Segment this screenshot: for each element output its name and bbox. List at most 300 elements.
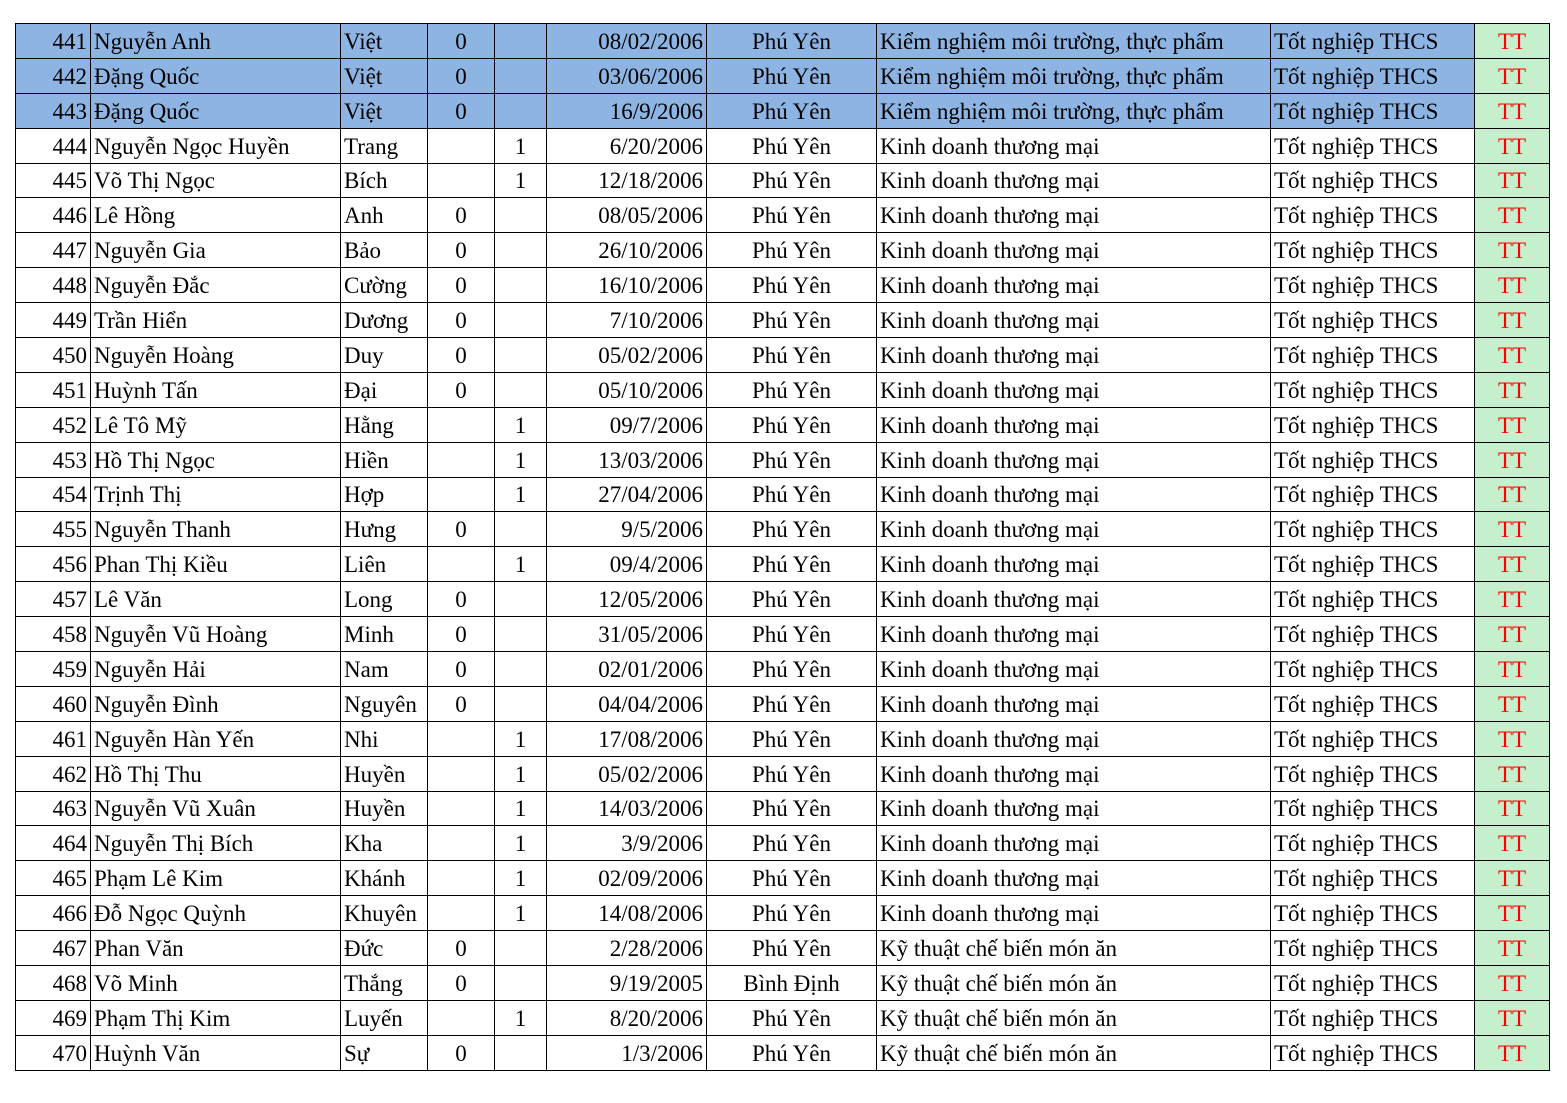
female-cell[interactable] <box>495 652 547 687</box>
birth-date-cell[interactable]: 6/20/2006 <box>547 128 707 163</box>
status-cell[interactable]: TT <box>1475 617 1550 652</box>
status-cell[interactable]: TT <box>1475 1000 1550 1035</box>
birthplace-cell[interactable]: Phú Yên <box>707 756 877 791</box>
education-level-cell[interactable]: Tốt nghiệp THCS <box>1271 442 1475 477</box>
first-name-cell[interactable]: Dương <box>341 303 428 338</box>
status-cell[interactable]: TT <box>1475 721 1550 756</box>
male-cell[interactable]: 0 <box>428 512 495 547</box>
table-row[interactable] <box>16 338 1550 373</box>
birthplace-cell[interactable]: Phú Yên <box>707 617 877 652</box>
last-middle-name-cell[interactable]: Phan Văn <box>91 931 341 966</box>
education-level-cell[interactable]: Tốt nghiệp THCS <box>1271 617 1475 652</box>
last-middle-name-cell[interactable]: Nguyễn Hoàng <box>91 338 341 373</box>
male-cell[interactable] <box>428 756 495 791</box>
status-cell[interactable]: TT <box>1475 652 1550 687</box>
female-cell[interactable]: 1 <box>495 826 547 861</box>
row-number-cell[interactable]: 442 <box>16 58 91 93</box>
birth-date-cell[interactable]: 12/18/2006 <box>547 163 707 198</box>
table-row[interactable] <box>16 128 1550 163</box>
row-number-cell[interactable]: 453 <box>16 442 91 477</box>
status-cell[interactable]: TT <box>1475 791 1550 826</box>
female-cell[interactable] <box>495 303 547 338</box>
education-level-cell[interactable]: Tốt nghiệp THCS <box>1271 198 1475 233</box>
major-cell[interactable]: Kinh doanh thương mại <box>877 686 1271 721</box>
table-row[interactable] <box>16 1000 1550 1035</box>
birthplace-cell[interactable]: Phú Yên <box>707 198 877 233</box>
first-name-cell[interactable]: Sự <box>341 1035 428 1070</box>
birth-date-cell[interactable]: 27/04/2006 <box>547 477 707 512</box>
status-cell[interactable]: TT <box>1475 477 1550 512</box>
birthplace-cell[interactable]: Phú Yên <box>707 93 877 128</box>
education-level-cell[interactable]: Tốt nghiệp THCS <box>1271 791 1475 826</box>
row-number-cell[interactable]: 462 <box>16 756 91 791</box>
last-middle-name-cell[interactable]: Đỗ Ngọc Quỳnh <box>91 896 341 931</box>
education-level-cell[interactable]: Tốt nghiệp THCS <box>1271 1000 1475 1035</box>
major-cell[interactable]: Kinh doanh thương mại <box>877 163 1271 198</box>
major-cell[interactable]: Kinh doanh thương mại <box>877 617 1271 652</box>
birth-date-cell[interactable]: 26/10/2006 <box>547 233 707 268</box>
table-row[interactable] <box>16 198 1550 233</box>
male-cell[interactable] <box>428 791 495 826</box>
male-cell[interactable]: 0 <box>428 24 495 59</box>
last-middle-name-cell[interactable]: Đặng Quốc <box>91 58 341 93</box>
major-cell[interactable]: Kỹ thuật chế biến món ăn <box>877 966 1271 1001</box>
female-cell[interactable] <box>495 233 547 268</box>
male-cell[interactable]: 0 <box>428 617 495 652</box>
row-number-cell[interactable]: 464 <box>16 826 91 861</box>
birth-date-cell[interactable]: 2/28/2006 <box>547 931 707 966</box>
birthplace-cell[interactable]: Phú Yên <box>707 512 877 547</box>
status-cell[interactable]: TT <box>1475 93 1550 128</box>
last-middle-name-cell[interactable]: Nguyễn Vũ Hoàng <box>91 617 341 652</box>
male-cell[interactable]: 0 <box>428 198 495 233</box>
table-row[interactable] <box>16 686 1550 721</box>
status-cell[interactable]: TT <box>1475 233 1550 268</box>
education-level-cell[interactable]: Tốt nghiệp THCS <box>1271 477 1475 512</box>
female-cell[interactable]: 1 <box>495 547 547 582</box>
female-cell[interactable] <box>495 58 547 93</box>
education-level-cell[interactable]: Tốt nghiệp THCS <box>1271 58 1475 93</box>
last-middle-name-cell[interactable]: Huỳnh Văn <box>91 1035 341 1070</box>
first-name-cell[interactable]: Việt <box>341 58 428 93</box>
education-level-cell[interactable]: Tốt nghiệp THCS <box>1271 512 1475 547</box>
birth-date-cell[interactable]: 02/01/2006 <box>547 652 707 687</box>
first-name-cell[interactable]: Kha <box>341 826 428 861</box>
female-cell[interactable]: 1 <box>495 896 547 931</box>
birthplace-cell[interactable]: Phú Yên <box>707 652 877 687</box>
status-cell[interactable]: TT <box>1475 861 1550 896</box>
education-level-cell[interactable]: Tốt nghiệp THCS <box>1271 407 1475 442</box>
birthplace-cell[interactable]: Phú Yên <box>707 791 877 826</box>
status-cell[interactable]: TT <box>1475 756 1550 791</box>
female-cell[interactable] <box>495 931 547 966</box>
birthplace-cell[interactable]: Phú Yên <box>707 58 877 93</box>
first-name-cell[interactable]: Khánh <box>341 861 428 896</box>
male-cell[interactable]: 0 <box>428 582 495 617</box>
major-cell[interactable]: Kiểm nghiệm môi trường, thực phẩm <box>877 58 1271 93</box>
female-cell[interactable]: 1 <box>495 791 547 826</box>
birthplace-cell[interactable]: Phú Yên <box>707 407 877 442</box>
status-cell[interactable]: TT <box>1475 372 1550 407</box>
major-cell[interactable]: Kinh doanh thương mại <box>877 512 1271 547</box>
status-cell[interactable]: TT <box>1475 163 1550 198</box>
birthplace-cell[interactable]: Phú Yên <box>707 582 877 617</box>
first-name-cell[interactable]: Trang <box>341 128 428 163</box>
education-level-cell[interactable]: Tốt nghiệp THCS <box>1271 826 1475 861</box>
table-row[interactable] <box>16 442 1550 477</box>
education-level-cell[interactable]: Tốt nghiệp THCS <box>1271 582 1475 617</box>
birthplace-cell[interactable]: Phú Yên <box>707 372 877 407</box>
female-cell[interactable] <box>495 338 547 373</box>
table-row[interactable] <box>16 931 1550 966</box>
male-cell[interactable] <box>428 861 495 896</box>
education-level-cell[interactable]: Tốt nghiệp THCS <box>1271 163 1475 198</box>
status-cell[interactable]: TT <box>1475 686 1550 721</box>
last-middle-name-cell[interactable]: Huỳnh Tấn <box>91 372 341 407</box>
status-cell[interactable]: TT <box>1475 826 1550 861</box>
first-name-cell[interactable]: Duy <box>341 338 428 373</box>
row-number-cell[interactable]: 466 <box>16 896 91 931</box>
birth-date-cell[interactable]: 05/02/2006 <box>547 338 707 373</box>
table-row[interactable] <box>16 756 1550 791</box>
education-level-cell[interactable]: Tốt nghiệp THCS <box>1271 652 1475 687</box>
first-name-cell[interactable]: Nguyên <box>341 686 428 721</box>
table-row[interactable] <box>16 721 1550 756</box>
last-middle-name-cell[interactable]: Lê Văn <box>91 582 341 617</box>
status-cell[interactable]: TT <box>1475 407 1550 442</box>
birthplace-cell[interactable]: Phú Yên <box>707 931 877 966</box>
birth-date-cell[interactable]: 05/10/2006 <box>547 372 707 407</box>
major-cell[interactable]: Kinh doanh thương mại <box>877 652 1271 687</box>
major-cell[interactable]: Kinh doanh thương mại <box>877 721 1271 756</box>
education-level-cell[interactable]: Tốt nghiệp THCS <box>1271 966 1475 1001</box>
first-name-cell[interactable]: Huyền <box>341 791 428 826</box>
birth-date-cell[interactable]: 13/03/2006 <box>547 442 707 477</box>
female-cell[interactable]: 1 <box>495 442 547 477</box>
last-middle-name-cell[interactable]: Nguyễn Hải <box>91 652 341 687</box>
major-cell[interactable]: Kinh doanh thương mại <box>877 372 1271 407</box>
row-number-cell[interactable]: 441 <box>16 24 91 59</box>
first-name-cell[interactable]: Liên <box>341 547 428 582</box>
last-middle-name-cell[interactable]: Võ Thị Ngọc <box>91 163 341 198</box>
first-name-cell[interactable]: Hưng <box>341 512 428 547</box>
male-cell[interactable]: 0 <box>428 268 495 303</box>
row-number-cell[interactable]: 467 <box>16 931 91 966</box>
major-cell[interactable]: Kinh doanh thương mại <box>877 198 1271 233</box>
last-middle-name-cell[interactable]: Đặng Quốc <box>91 93 341 128</box>
male-cell[interactable]: 0 <box>428 338 495 373</box>
birthplace-cell[interactable]: Phú Yên <box>707 721 877 756</box>
male-cell[interactable] <box>428 442 495 477</box>
last-middle-name-cell[interactable]: Nguyễn Thanh <box>91 512 341 547</box>
first-name-cell[interactable]: Khuyên <box>341 896 428 931</box>
last-middle-name-cell[interactable]: Võ Minh <box>91 966 341 1001</box>
first-name-cell[interactable]: Hiền <box>341 442 428 477</box>
education-level-cell[interactable]: Tốt nghiệp THCS <box>1271 303 1475 338</box>
birthplace-cell[interactable]: Phú Yên <box>707 896 877 931</box>
table-row[interactable] <box>16 896 1550 931</box>
birthplace-cell[interactable]: Phú Yên <box>707 686 877 721</box>
birthplace-cell[interactable]: Bình Định <box>707 966 877 1001</box>
first-name-cell[interactable]: Hằng <box>341 407 428 442</box>
row-number-cell[interactable]: 455 <box>16 512 91 547</box>
table-row[interactable] <box>16 233 1550 268</box>
birthplace-cell[interactable]: Phú Yên <box>707 1000 877 1035</box>
major-cell[interactable]: Kỹ thuật chế biến món ăn <box>877 931 1271 966</box>
birthplace-cell[interactable]: Phú Yên <box>707 24 877 59</box>
female-cell[interactable]: 1 <box>495 163 547 198</box>
row-number-cell[interactable]: 461 <box>16 721 91 756</box>
row-number-cell[interactable]: 443 <box>16 93 91 128</box>
birth-date-cell[interactable]: 8/20/2006 <box>547 1000 707 1035</box>
last-middle-name-cell[interactable]: Nguyễn Gia <box>91 233 341 268</box>
last-middle-name-cell[interactable]: Nguyễn Ngọc Huyền <box>91 128 341 163</box>
birthplace-cell[interactable]: Phú Yên <box>707 128 877 163</box>
table-row[interactable] <box>16 861 1550 896</box>
major-cell[interactable]: Kinh doanh thương mại <box>877 442 1271 477</box>
first-name-cell[interactable]: Hợp <box>341 477 428 512</box>
education-level-cell[interactable]: Tốt nghiệp THCS <box>1271 233 1475 268</box>
male-cell[interactable]: 0 <box>428 233 495 268</box>
table-row[interactable] <box>16 652 1550 687</box>
table-row[interactable] <box>16 163 1550 198</box>
male-cell[interactable]: 0 <box>428 966 495 1001</box>
birth-date-cell[interactable]: 12/05/2006 <box>547 582 707 617</box>
status-cell[interactable]: TT <box>1475 198 1550 233</box>
last-middle-name-cell[interactable]: Trần Hiển <box>91 303 341 338</box>
first-name-cell[interactable]: Bảo <box>341 233 428 268</box>
education-level-cell[interactable]: Tốt nghiệp THCS <box>1271 93 1475 128</box>
female-cell[interactable] <box>495 1035 547 1070</box>
education-level-cell[interactable]: Tốt nghiệp THCS <box>1271 338 1475 373</box>
major-cell[interactable]: Kỹ thuật chế biến món ăn <box>877 1000 1271 1035</box>
male-cell[interactable]: 0 <box>428 58 495 93</box>
female-cell[interactable] <box>495 93 547 128</box>
birth-date-cell[interactable]: 02/09/2006 <box>547 861 707 896</box>
education-level-cell[interactable]: Tốt nghiệp THCS <box>1271 861 1475 896</box>
major-cell[interactable]: Kinh doanh thương mại <box>877 861 1271 896</box>
last-middle-name-cell[interactable]: Phạm Lê Kim <box>91 861 341 896</box>
major-cell[interactable]: Kiểm nghiệm môi trường, thực phẩm <box>877 24 1271 59</box>
birthplace-cell[interactable]: Phú Yên <box>707 233 877 268</box>
male-cell[interactable] <box>428 477 495 512</box>
table-row[interactable] <box>16 582 1550 617</box>
male-cell[interactable] <box>428 407 495 442</box>
major-cell[interactable]: Kinh doanh thương mại <box>877 582 1271 617</box>
row-number-cell[interactable]: 468 <box>16 966 91 1001</box>
education-level-cell[interactable]: Tốt nghiệp THCS <box>1271 128 1475 163</box>
male-cell[interactable]: 0 <box>428 303 495 338</box>
male-cell[interactable] <box>428 547 495 582</box>
first-name-cell[interactable]: Việt <box>341 24 428 59</box>
table-row[interactable] <box>16 303 1550 338</box>
table-row[interactable] <box>16 826 1550 861</box>
female-cell[interactable] <box>495 617 547 652</box>
birth-date-cell[interactable]: 04/04/2006 <box>547 686 707 721</box>
female-cell[interactable] <box>495 582 547 617</box>
education-level-cell[interactable]: Tốt nghiệp THCS <box>1271 721 1475 756</box>
last-middle-name-cell[interactable]: Lê Hồng <box>91 198 341 233</box>
birth-date-cell[interactable]: 17/08/2006 <box>547 721 707 756</box>
status-cell[interactable]: TT <box>1475 303 1550 338</box>
female-cell[interactable] <box>495 966 547 1001</box>
table-row[interactable] <box>16 268 1550 303</box>
first-name-cell[interactable]: Nam <box>341 652 428 687</box>
birth-date-cell[interactable]: 08/05/2006 <box>547 198 707 233</box>
row-number-cell[interactable]: 444 <box>16 128 91 163</box>
female-cell[interactable]: 1 <box>495 721 547 756</box>
birthplace-cell[interactable]: Phú Yên <box>707 1035 877 1070</box>
major-cell[interactable]: Kinh doanh thương mại <box>877 547 1271 582</box>
last-middle-name-cell[interactable]: Nguyễn Thị Bích <box>91 826 341 861</box>
education-level-cell[interactable]: Tốt nghiệp THCS <box>1271 896 1475 931</box>
male-cell[interactable] <box>428 896 495 931</box>
last-middle-name-cell[interactable]: Nguyễn Hàn Yến <box>91 721 341 756</box>
first-name-cell[interactable]: Cường <box>341 268 428 303</box>
table-row[interactable] <box>16 372 1550 407</box>
first-name-cell[interactable]: Việt <box>341 93 428 128</box>
status-cell[interactable]: TT <box>1475 896 1550 931</box>
female-cell[interactable]: 1 <box>495 756 547 791</box>
major-cell[interactable]: Kinh doanh thương mại <box>877 128 1271 163</box>
birth-date-cell[interactable]: 31/05/2006 <box>547 617 707 652</box>
major-cell[interactable]: Kiểm nghiệm môi trường, thực phẩm <box>877 93 1271 128</box>
education-level-cell[interactable]: Tốt nghiệp THCS <box>1271 1035 1475 1070</box>
row-number-cell[interactable]: 446 <box>16 198 91 233</box>
table-row[interactable] <box>16 1035 1550 1070</box>
status-cell[interactable]: TT <box>1475 268 1550 303</box>
row-number-cell[interactable]: 465 <box>16 861 91 896</box>
male-cell[interactable]: 0 <box>428 372 495 407</box>
major-cell[interactable]: Kinh doanh thương mại <box>877 826 1271 861</box>
status-cell[interactable]: TT <box>1475 128 1550 163</box>
major-cell[interactable]: Kinh doanh thương mại <box>877 407 1271 442</box>
row-number-cell[interactable]: 463 <box>16 791 91 826</box>
row-number-cell[interactable]: 445 <box>16 163 91 198</box>
major-cell[interactable]: Kinh doanh thương mại <box>877 233 1271 268</box>
education-level-cell[interactable]: Tốt nghiệp THCS <box>1271 686 1475 721</box>
row-number-cell[interactable]: 448 <box>16 268 91 303</box>
birthplace-cell[interactable]: Phú Yên <box>707 338 877 373</box>
education-level-cell[interactable]: Tốt nghiệp THCS <box>1271 24 1475 59</box>
major-cell[interactable]: Kinh doanh thương mại <box>877 791 1271 826</box>
major-cell[interactable]: Kinh doanh thương mại <box>877 303 1271 338</box>
major-cell[interactable]: Kỹ thuật chế biến món ăn <box>877 1035 1271 1070</box>
row-number-cell[interactable]: 450 <box>16 338 91 373</box>
male-cell[interactable]: 0 <box>428 93 495 128</box>
row-number-cell[interactable]: 457 <box>16 582 91 617</box>
last-middle-name-cell[interactable]: Phan Thị Kiều <box>91 547 341 582</box>
row-number-cell[interactable]: 447 <box>16 233 91 268</box>
first-name-cell[interactable]: Minh <box>341 617 428 652</box>
first-name-cell[interactable]: Đại <box>341 372 428 407</box>
row-number-cell[interactable]: 456 <box>16 547 91 582</box>
male-cell[interactable]: 0 <box>428 652 495 687</box>
major-cell[interactable]: Kinh doanh thương mại <box>877 896 1271 931</box>
table-row[interactable] <box>16 512 1550 547</box>
birthplace-cell[interactable]: Phú Yên <box>707 268 877 303</box>
row-number-cell[interactable]: 458 <box>16 617 91 652</box>
male-cell[interactable] <box>428 163 495 198</box>
status-cell[interactable]: TT <box>1475 24 1550 59</box>
table-row[interactable] <box>16 407 1550 442</box>
female-cell[interactable] <box>495 268 547 303</box>
female-cell[interactable] <box>495 512 547 547</box>
last-middle-name-cell[interactable]: Lê Tô Mỹ <box>91 407 341 442</box>
female-cell[interactable] <box>495 198 547 233</box>
status-cell[interactable]: TT <box>1475 582 1550 617</box>
status-cell[interactable]: TT <box>1475 512 1550 547</box>
last-middle-name-cell[interactable]: Nguyễn Vũ Xuân <box>91 791 341 826</box>
birth-date-cell[interactable]: 09/7/2006 <box>547 407 707 442</box>
birthplace-cell[interactable]: Phú Yên <box>707 477 877 512</box>
status-cell[interactable]: TT <box>1475 966 1550 1001</box>
last-middle-name-cell[interactable]: Phạm Thị Kim <box>91 1000 341 1035</box>
table-row[interactable] <box>16 58 1550 93</box>
female-cell[interactable]: 1 <box>495 128 547 163</box>
last-middle-name-cell[interactable]: Hồ Thị Ngọc <box>91 442 341 477</box>
birth-date-cell[interactable]: 3/9/2006 <box>547 826 707 861</box>
birth-date-cell[interactable]: 05/02/2006 <box>547 756 707 791</box>
female-cell[interactable]: 1 <box>495 1000 547 1035</box>
major-cell[interactable]: Kinh doanh thương mại <box>877 268 1271 303</box>
row-number-cell[interactable]: 469 <box>16 1000 91 1035</box>
table-row[interactable] <box>16 966 1550 1001</box>
birth-date-cell[interactable]: 03/06/2006 <box>547 58 707 93</box>
birthplace-cell[interactable]: Phú Yên <box>707 442 877 477</box>
table-row[interactable] <box>16 791 1550 826</box>
female-cell[interactable]: 1 <box>495 477 547 512</box>
last-middle-name-cell[interactable]: Trịnh Thị <box>91 477 341 512</box>
birth-date-cell[interactable]: 08/02/2006 <box>547 24 707 59</box>
row-number-cell[interactable]: 451 <box>16 372 91 407</box>
first-name-cell[interactable]: Nhi <box>341 721 428 756</box>
male-cell[interactable] <box>428 1000 495 1035</box>
female-cell[interactable] <box>495 24 547 59</box>
first-name-cell[interactable]: Huyền <box>341 756 428 791</box>
last-middle-name-cell[interactable]: Hồ Thị Thu <box>91 756 341 791</box>
male-cell[interactable] <box>428 826 495 861</box>
education-level-cell[interactable]: Tốt nghiệp THCS <box>1271 931 1475 966</box>
female-cell[interactable] <box>495 372 547 407</box>
row-number-cell[interactable]: 452 <box>16 407 91 442</box>
first-name-cell[interactable]: Thắng <box>341 966 428 1001</box>
row-number-cell[interactable]: 470 <box>16 1035 91 1070</box>
male-cell[interactable]: 0 <box>428 686 495 721</box>
birthplace-cell[interactable]: Phú Yên <box>707 547 877 582</box>
table-row[interactable] <box>16 93 1550 128</box>
birthplace-cell[interactable]: Phú Yên <box>707 303 877 338</box>
male-cell[interactable] <box>428 128 495 163</box>
row-number-cell[interactable]: 460 <box>16 686 91 721</box>
birth-date-cell[interactable]: 14/03/2006 <box>547 791 707 826</box>
status-cell[interactable]: TT <box>1475 1035 1550 1070</box>
male-cell[interactable]: 0 <box>428 931 495 966</box>
birthplace-cell[interactable]: Phú Yên <box>707 861 877 896</box>
row-number-cell[interactable]: 454 <box>16 477 91 512</box>
status-cell[interactable]: TT <box>1475 931 1550 966</box>
birth-date-cell[interactable]: 1/3/2006 <box>547 1035 707 1070</box>
birth-date-cell[interactable]: 16/9/2006 <box>547 93 707 128</box>
last-middle-name-cell[interactable]: Nguyễn Đình <box>91 686 341 721</box>
status-cell[interactable]: TT <box>1475 338 1550 373</box>
first-name-cell[interactable]: Luyến <box>341 1000 428 1035</box>
last-middle-name-cell[interactable]: Nguyễn Anh <box>91 24 341 59</box>
female-cell[interactable] <box>495 686 547 721</box>
row-number-cell[interactable]: 449 <box>16 303 91 338</box>
education-level-cell[interactable]: Tốt nghiệp THCS <box>1271 756 1475 791</box>
birth-date-cell[interactable]: 09/4/2006 <box>547 547 707 582</box>
